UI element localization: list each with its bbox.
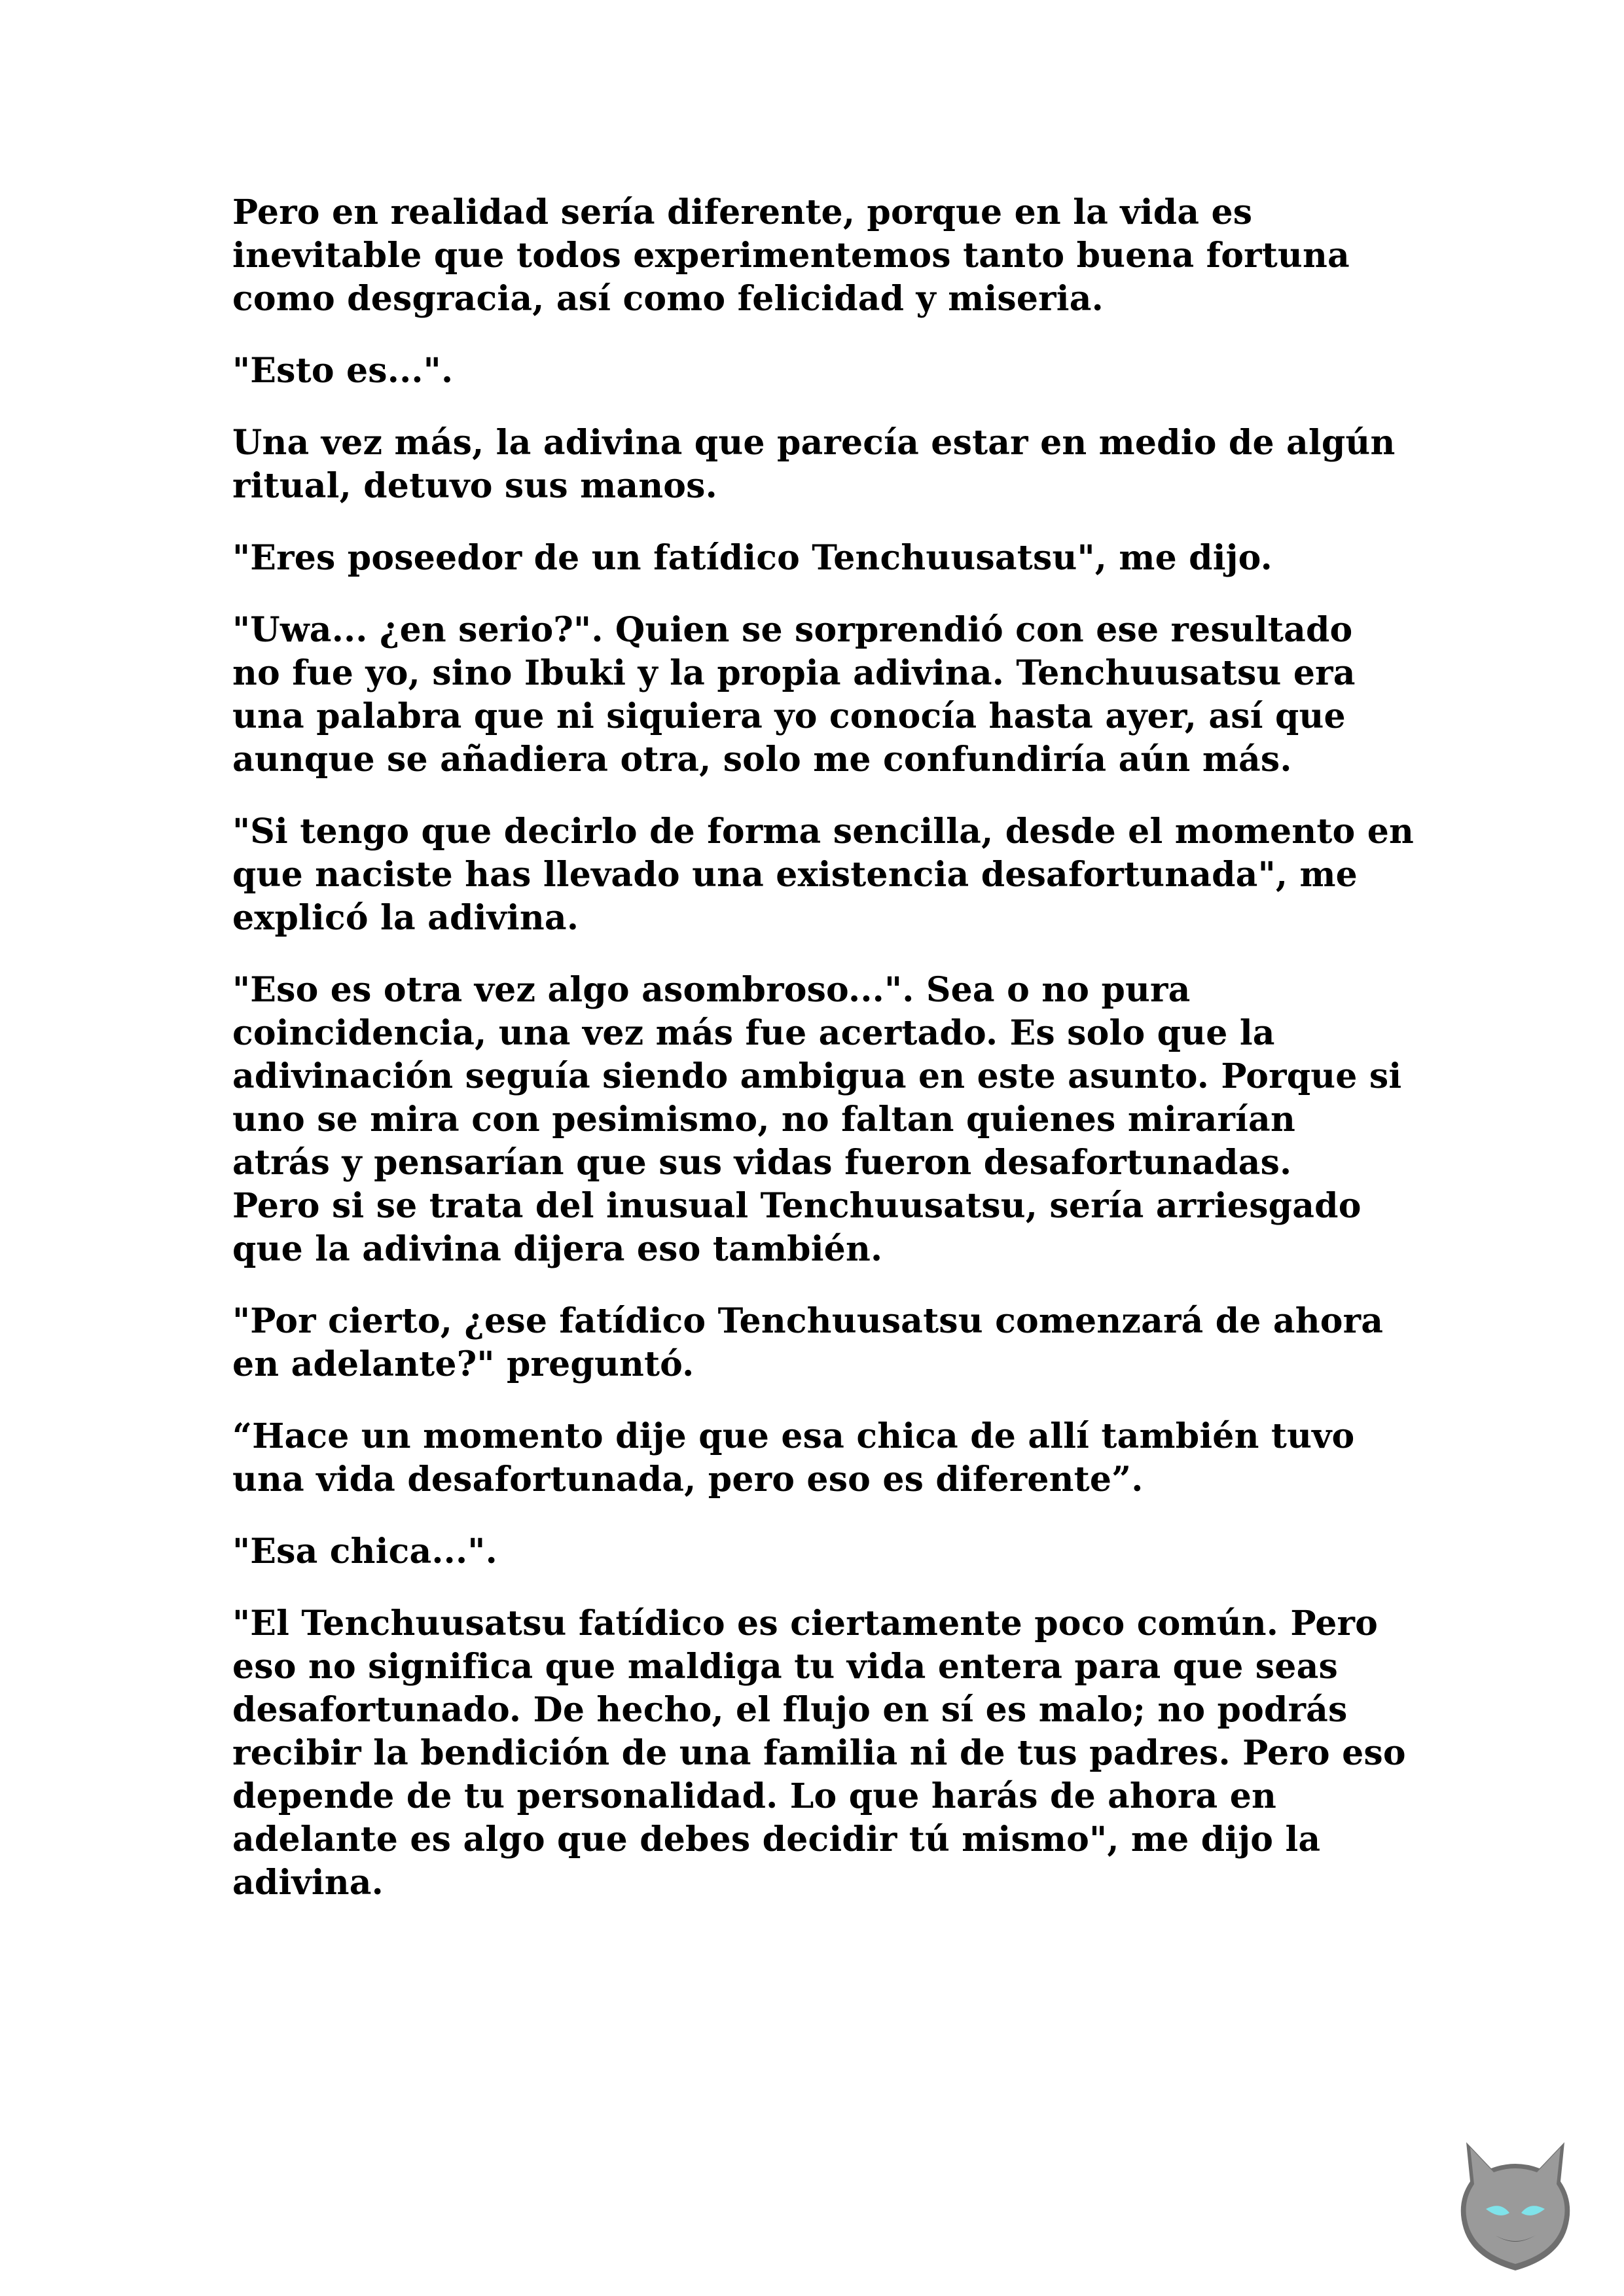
text-line: aunque se añadiera otra, solo me confundiría aún más. <box>232 740 1292 780</box>
text-line: eso no significa que maldiga tu vida entera para que seas <box>232 1647 1338 1687</box>
paragraph <box>232 609 1443 781</box>
paragraph <box>232 969 1443 1271</box>
text-line: depende de tu personalidad. Lo que harás de ahora en <box>232 1776 1277 1816</box>
paragraph <box>232 1602 1443 1905</box>
paragraph <box>232 191 1443 321</box>
text-line: "Si tengo que decirlo de forma sencilla, desde el momento en <box>232 812 1415 852</box>
text-line: atrás y pensarían que sus vidas fueron desafortunadas. <box>232 1143 1292 1183</box>
text-line: que naciste has llevado una existencia desafortunada", me <box>232 855 1358 895</box>
text-line: uno se mira con pesimismo, no faltan quienes mirarían <box>232 1100 1295 1139</box>
document-body <box>232 191 1443 1933</box>
text-line: que la adivina dijera eso también. <box>232 1229 883 1269</box>
text-line: “Hace un momento dije que esa chica de allí también tuvo <box>232 1416 1355 1456</box>
text-line: en adelante?" preguntó. <box>232 1344 695 1384</box>
text-line: no fue yo, sino Ibuki y la propia adivina. Tenchuusatsu era <box>232 653 1356 693</box>
text-line: adelante es algo que debes decidir tú mismo", me dijo la <box>232 1820 1321 1859</box>
paragraph <box>232 1300 1443 1386</box>
text-line: una palabra que ni siquiera yo conocía hasta ayer, así que <box>232 696 1346 736</box>
paragraph <box>232 350 1443 393</box>
text-line: "Eres poseedor de un fatídico Tenchuusatsu", me dijo. <box>232 538 1272 578</box>
text-line: adivinación seguía siendo ambigua en este asunto. Porque si <box>232 1056 1402 1096</box>
text-line: coincidencia, una vez más fue acertado. Es solo que la <box>232 1013 1275 1053</box>
text-line: "Por cierto, ¿ese fatídico Tenchuusatsu comenzará de ahora <box>232 1301 1384 1341</box>
paragraph <box>232 1530 1443 1573</box>
text-line: Pero en realidad sería diferente, porque en la vida es <box>232 192 1253 232</box>
text-line: "Uwa... ¿en serio?". Quien se sorprendió con ese resultado <box>232 610 1353 650</box>
text-line: "Esto es...". <box>232 351 454 391</box>
text-line: explicó la adivina. <box>232 898 579 938</box>
text-line: una vida desafortunada, pero eso es diferente”. <box>232 1460 1144 1499</box>
text-line: Pero si se trata del inusual Tenchuusatsu, sería arriesgado <box>232 1186 1362 1226</box>
text-line: "Eso es otra vez algo asombroso...". Sea o no pura <box>232 970 1191 1010</box>
paragraph <box>232 422 1443 508</box>
paragraph <box>232 1415 1443 1501</box>
text-line: desafortunado. De hecho, el flujo en sí es malo; no podrás <box>232 1690 1348 1730</box>
text-line: recibir la bendición de una familia ni de tus padres. Pero eso <box>232 1733 1406 1773</box>
text-line: inevitable que todos experimentemos tanto buena fortuna <box>232 236 1350 276</box>
text-line: Una vez más, la adivina que parecía estar en medio de algún <box>232 423 1396 463</box>
text-line: "El Tenchuusatsu fatídico es ciertamente poco común. Pero <box>232 1604 1378 1643</box>
text-line: adivina. <box>232 1863 384 1903</box>
text-line: "Esa chica...". <box>232 1532 497 1571</box>
paragraph <box>232 810 1443 940</box>
paragraph <box>232 537 1443 580</box>
demon-head-icon <box>1440 2130 1591 2281</box>
text-line: como desgracia, así como felicidad y miseria. <box>232 279 1104 319</box>
text-line: ritual, detuvo sus manos. <box>232 466 717 506</box>
